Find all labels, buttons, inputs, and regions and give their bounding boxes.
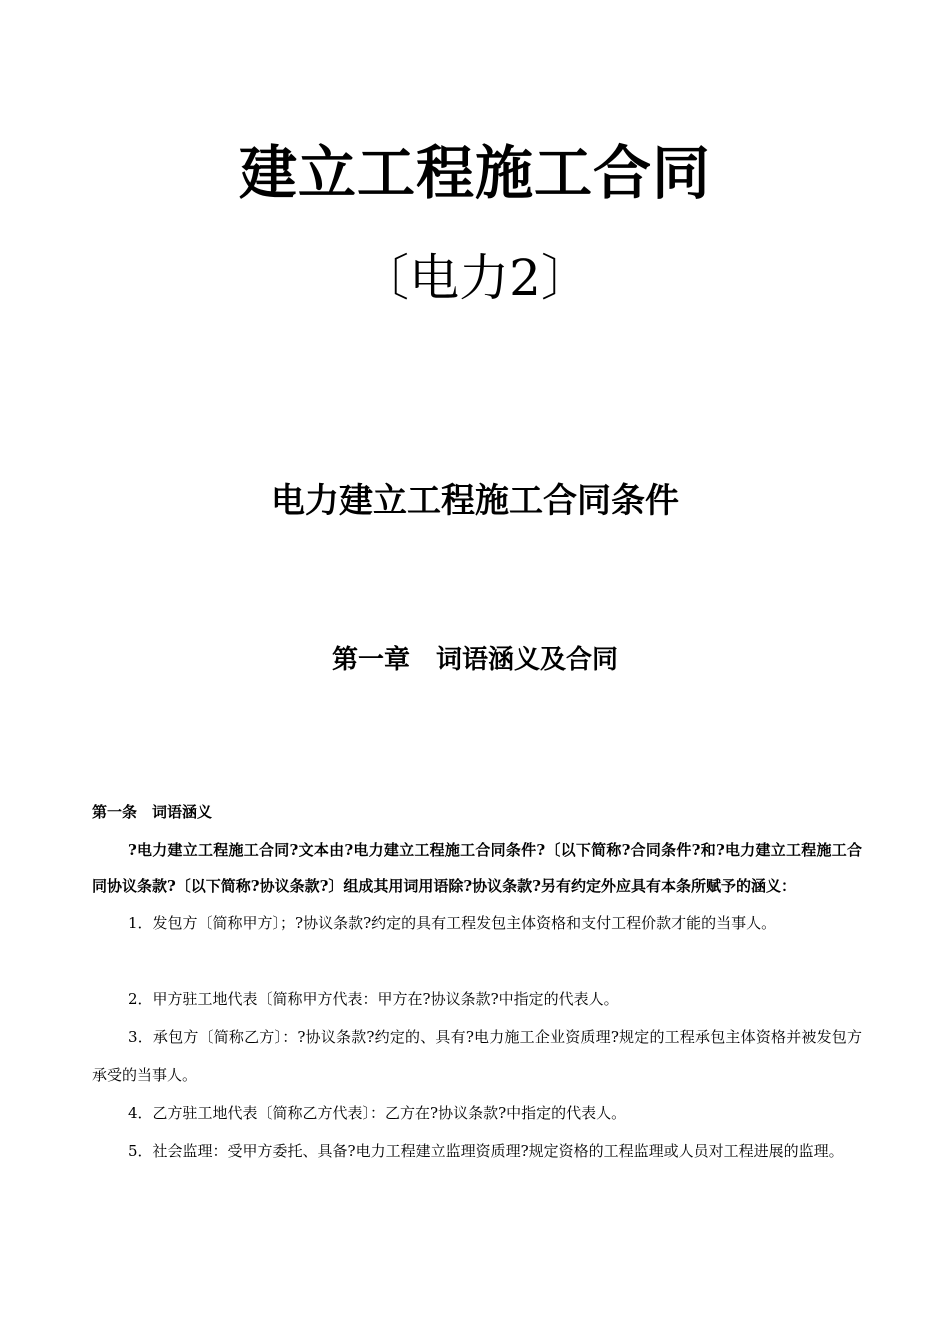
article-title: 第一条 词语涵义 [92, 803, 213, 821]
document-title: 建立工程施工合同 [238, 139, 711, 207]
definition-item: 2．甲方驻工地代表〔简称甲方代表：甲方在?协议条款?中指定的代表人。 [128, 990, 619, 1008]
definition-item: 3．承包方〔简称乙方〕：?协议条款?约定的、具有?电力施工企业资质理?规定的工程承包主体资格并被发包方承受的当事人。 [92, 1028, 862, 1084]
document-subtitle: 〔电力2〕 [359, 249, 591, 307]
article-intro: ?电力建立工程施工合同?文本由?电力建立工程施工合同条件?〔以下简称?合同条件?和?电力建立工程施工合同协议条款?〔以下简称?协议条款?〕组成其用词用语除?协议条款?另有约定外应具有本条所赋予的涵义： [92, 841, 862, 895]
conditions-heading: 电力建立工程施工合同条件 [271, 481, 679, 521]
definition-item: 4．乙方驻工地代表〔简称乙方代表〕：乙方在?协议条款?中指定的代表人。 [128, 1104, 627, 1122]
article-body [92, 798, 862, 1170]
definition-item: 1．发包方〔简称甲方〕；?协议条款?约定的具有工程发包主体资格和支付工程价款才能的当事人。 [128, 914, 777, 932]
chapter-heading: 第一章 词语涵义及合同 [331, 645, 618, 675]
definition-item: 5．社会监理：受甲方委托、具备?电力工程建立监理资质理?规定资格的工程监理或人员对工程进展的监理。 [128, 1142, 844, 1160]
